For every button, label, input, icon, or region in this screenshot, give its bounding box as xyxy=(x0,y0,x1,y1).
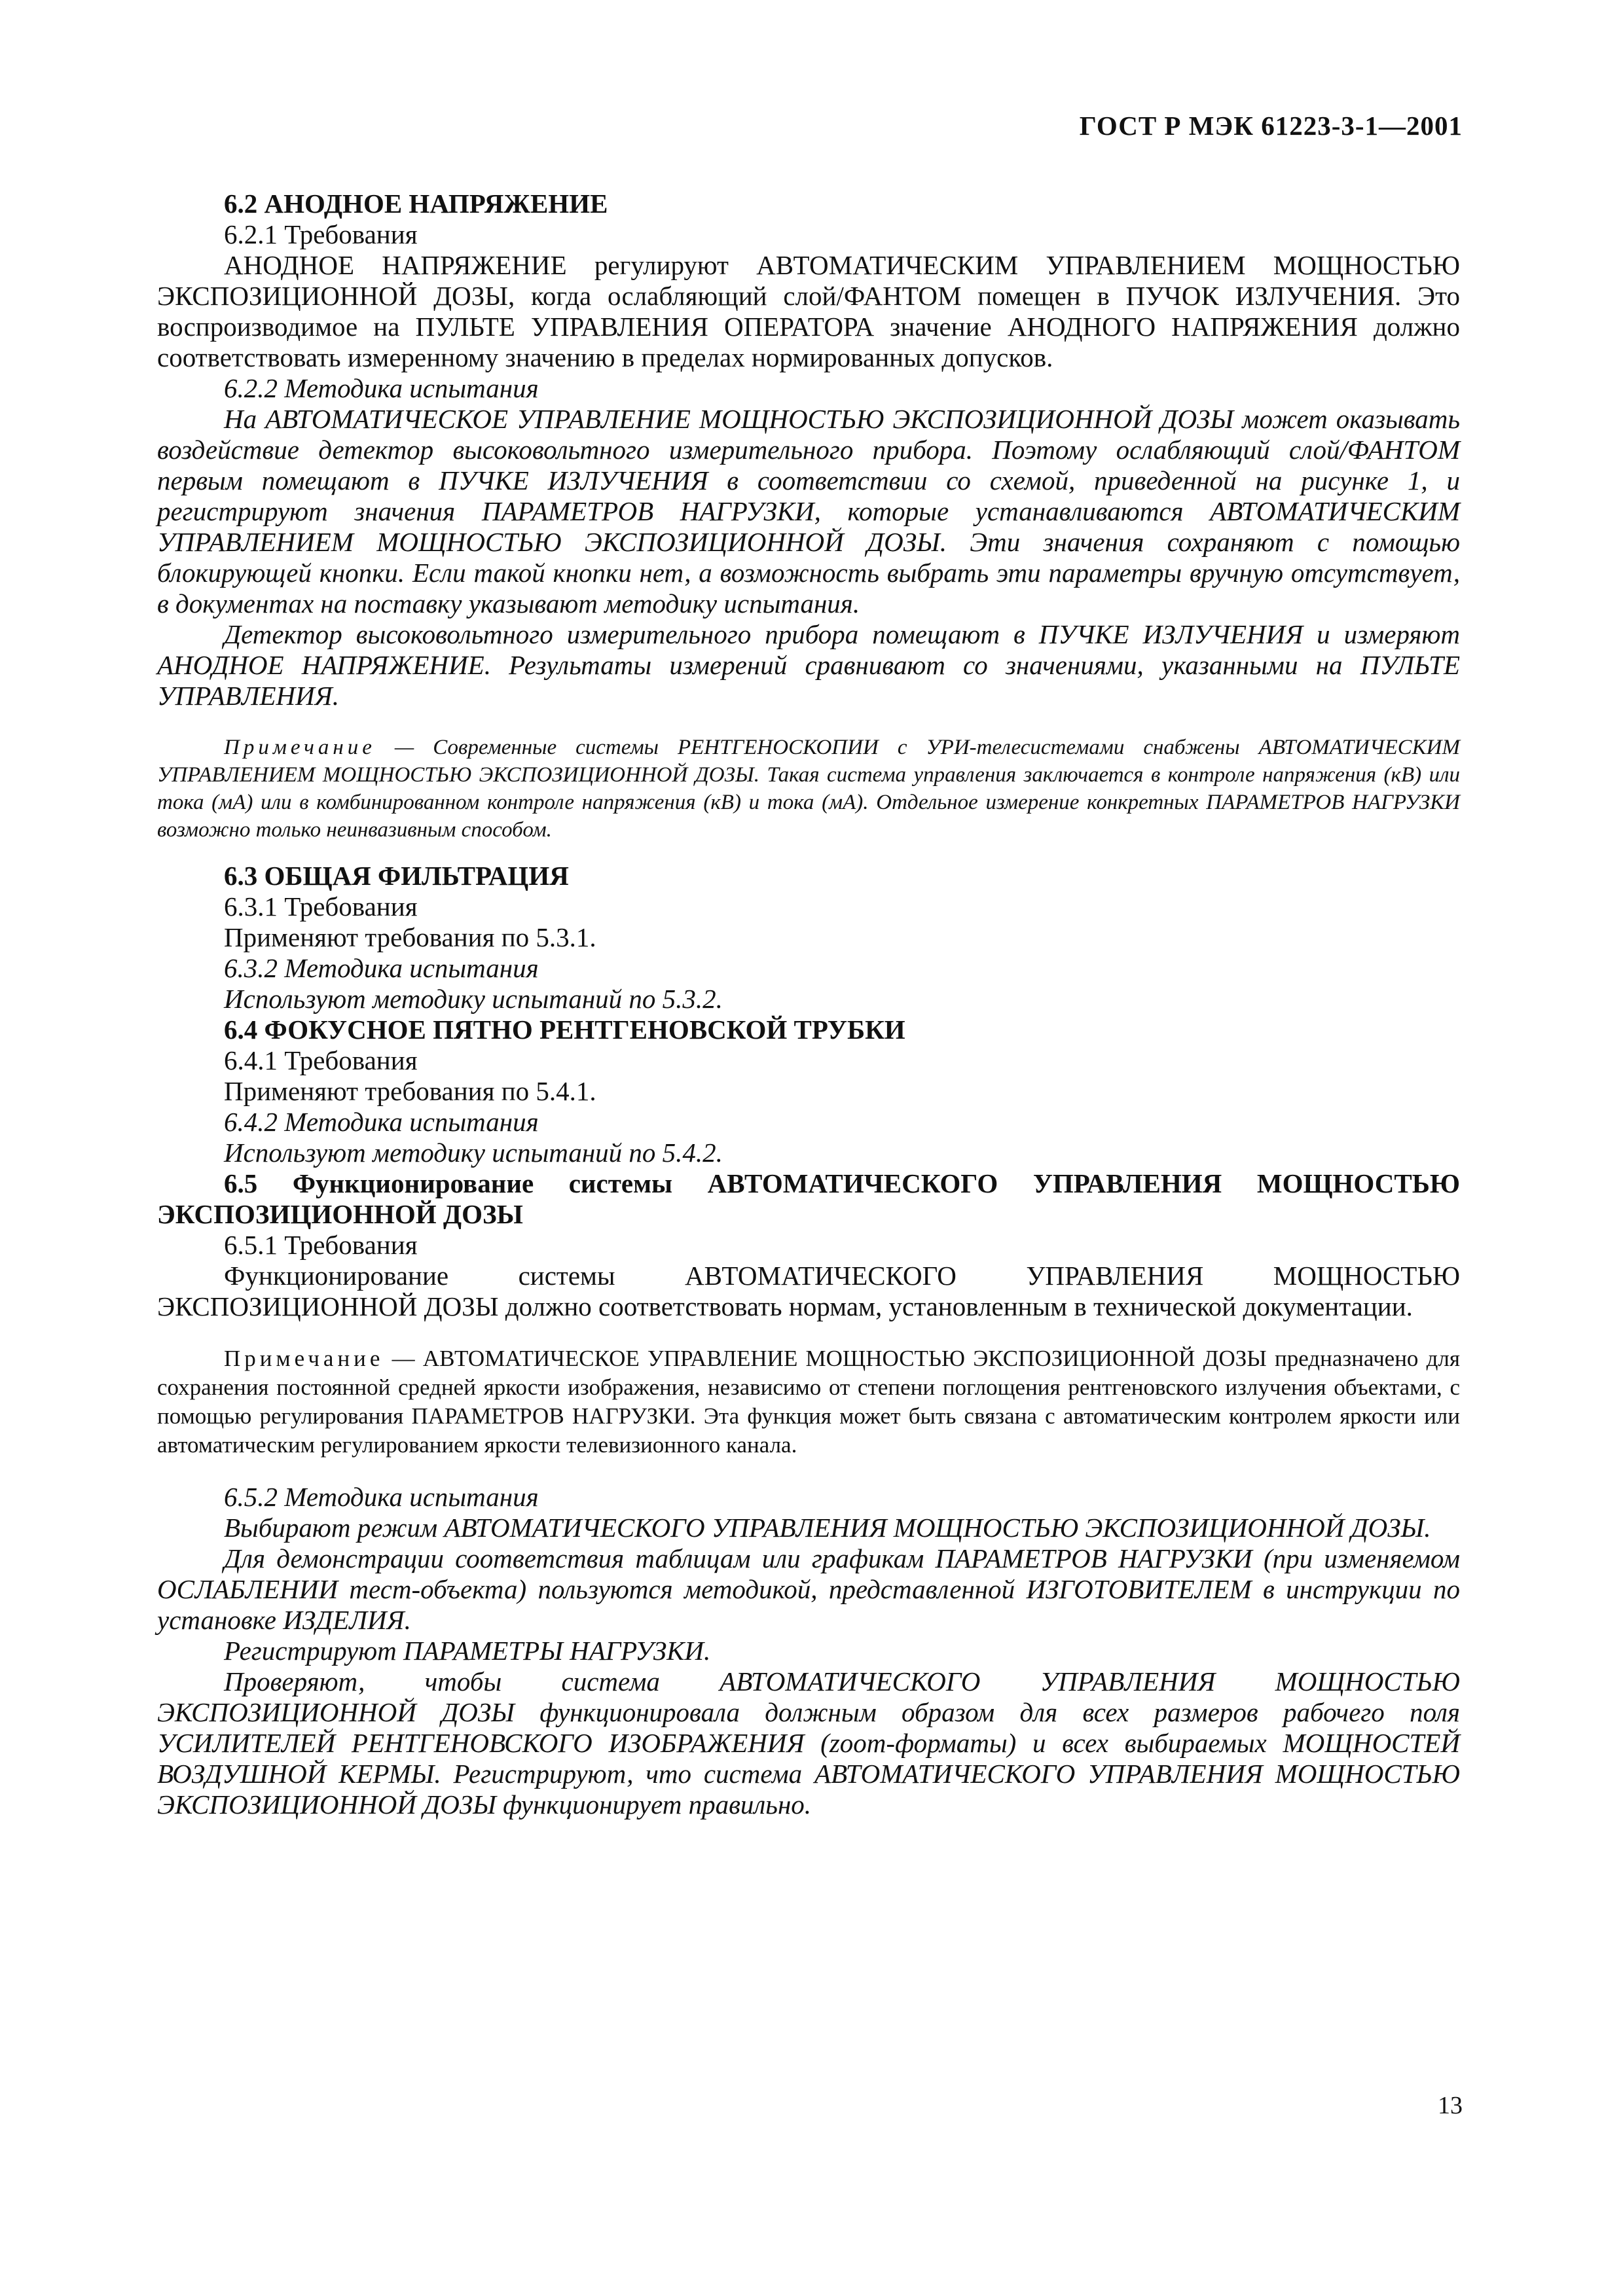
section-6-5-1-text: Функционирование системы АВТОМАТИЧЕСКОГО УПРАВЛЕНИЯ МОЩНОСТЬЮ ЭКСПОЗИЦИОННОЙ ДОЗЫ должно соответствовать нормам, установленным в технической документации. xyxy=(157,1261,1460,1321)
section-6-2-2-label: 6.2.2 Методика испытания xyxy=(224,373,539,403)
document-code: ГОСТ Р МЭК 61223-3-1—2001 xyxy=(1079,111,1463,141)
note-text: — Современные системы РЕНТГЕНОСКОПИИ с УРИ-телесистемами снабжены АВТОМАТИЧЕСКИМ УПРАВЛЕНИЕМ МОЩНОСТЬЮ ЭКСПОЗИЦИОННОЙ ДОЗЫ. Такая система управления заключается в контроле напряжения (кВ) или тока (мА) или в комбинированном контроле напряжения (кВ) и тока (мА). Отдельное измерение конкретных ПАРАМЕТРОВ НАГРУЗКИ возможно только неинвазивным способом. xyxy=(157,736,1460,842)
section-6-2-1-label: 6.2.1 Требования xyxy=(224,219,418,249)
section-6-2-note xyxy=(157,734,1460,844)
section-6-5-2-paragraph-2: Для демонстрации соответствия таблицам или графикам ПАРАМЕТРОВ НАГРУЗКИ (при изменяемом ОСЛАБЛЕНИИ тест-объекта) пользуются методикой, представленной ИЗГОТОВИТЕЛЕМ в инструкции по установке ИЗДЕЛИЯ. xyxy=(157,1543,1460,1635)
section-6-5-2-paragraph-3: Регистрируют ПАРАМЕТРЫ НАГРУЗКИ. xyxy=(224,1636,711,1666)
section-6-4-1-label: 6.4.1 Требования xyxy=(224,1045,418,1075)
section-6-5-2-label: 6.5.2 Методика испытания xyxy=(224,1482,539,1512)
note-label: Примечание xyxy=(224,736,376,759)
section-6-2-heading: 6.2 АНОДНОЕ НАПРЯЖЕНИЕ xyxy=(224,188,608,219)
section-6-5-heading: 6.5 Функционирование системы АВТОМАТИЧЕСКОГО УПРАВЛЕНИЯ МОЩНОСТЬЮ ЭКСПОЗИЦИОННОЙ ДОЗЫ xyxy=(157,1168,1460,1229)
section-6-4-2-label: 6.4.2 Методика испытания xyxy=(224,1107,539,1137)
section-6-5-2-paragraph-4: Проверяют, чтобы система АВТОМАТИЧЕСКОГО УПРАВЛЕНИЯ МОЩНОСТЬЮ ЭКСПОЗИЦИОННОЙ ДОЗЫ функционировала должным образом для всех размеров рабочего поля УСИЛИТЕЛЕЙ РЕНТГЕНОВСКОГО ИЗОБРАЖЕНИЯ (zoom-форматы) и всех выбираемых МОЩНОСТЕЙ ВОЗДУШНОЙ КЕРМЫ. Регистрируют, что система АВТОМАТИЧЕСКОГО УПРАВЛЕНИЯ МОЩНОСТЬЮ ЭКСПОЗИЦИОННОЙ ДОЗЫ функционирует правильно. xyxy=(157,1666,1460,1820)
note-text: — АВТОМАТИЧЕСКОЕ УПРАВЛЕНИЕ МОЩНОСТЬЮ ЭКСПОЗИЦИОННОЙ ДОЗЫ предназначено для сохранения постоянной средней яркости изображения, независимо от степени поглощения рентгеновского излучения объектами, с помощью регулирования ПАРАМЕТРОВ НАГРУЗКИ. Эта функция может быть связана с автоматическим контролем яркости или автоматическим регулированием яркости телевизионного канала. xyxy=(157,1346,1460,1458)
section-6-3-1-text: Применяют требования по 5.3.1. xyxy=(224,922,596,952)
section-6-5-1-label: 6.5.1 Требования xyxy=(224,1230,418,1260)
section-6-3-2-text: Используют методику испытаний по 5.3.2. xyxy=(224,984,723,1014)
section-6-3-1-label: 6.3.1 Требования xyxy=(224,891,418,922)
section-6-4-heading: 6.4 ФОКУСНОЕ ПЯТНО РЕНТГЕНОВСКОЙ ТРУБКИ xyxy=(224,1014,905,1045)
section-6-2-2-paragraph-1: На АВТОМАТИЧЕСКОЕ УПРАВЛЕНИЕ МОЩНОСТЬЮ ЭКСПОЗИЦИОННОЙ ДОЗЫ может оказывать воздействие детектор высоковольтного измерительного прибора. Поэтому ослабляющий слой/ФАНТОМ первым помещают в ПУЧКЕ ИЗЛУЧЕНИЯ в соответствии со схемой, приведенной на рисунке 1, и регистрируют значения ПАРАМЕТРОВ НАГРУЗКИ, которые устанавливаются АВТОМАТИЧЕСКИМ УПРАВЛЕНИЕМ МОЩНОСТЬЮ ЭКСПОЗИЦИОННОЙ ДОЗЫ. Эти значения сохраняют с помощью блокирующей кнопки. Если такой кнопки нет, а возможность выбрать эти параметры вручную отсутствует, в документах на поставку указывают методику испытания. xyxy=(157,404,1460,619)
page-content xyxy=(157,188,1460,1820)
section-6-2-1-text: АНОДНОЕ НАПРЯЖЕНИЕ регулируют АВТОМАТИЧЕСКИМ УПРАВЛЕНИЕМ МОЩНОСТЬЮ ЭКСПОЗИЦИОННОЙ ДОЗЫ, когда ослабляющий слой/ФАНТОМ помещен в ПУЧОК ИЗЛУЧЕНИЯ. Это воспроизводимое на ПУЛЬТЕ УПРАВЛЕНИЯ ОПЕРАТОРА значение АНОДНОГО НАПРЯЖЕНИЯ должно соответствовать измеренному значению в пределах нормированных допусков. xyxy=(157,250,1460,372)
section-6-4-2-text: Используют методику испытаний по 5.4.2. xyxy=(224,1138,723,1168)
page-number: 13 xyxy=(1438,2092,1463,2119)
section-6-3-2-label: 6.3.2 Методика испытания xyxy=(224,953,539,983)
section-6-2-2-paragraph-2: Детектор высоковольтного измерительного прибора помещают в ПУЧКЕ ИЗЛУЧЕНИЯ и измеряют АНОДНОЕ НАПРЯЖЕНИЕ. Результаты измерений сравнивают со значениями, указанными на ПУЛЬТЕ УПРАВЛЕНИЯ. xyxy=(157,619,1460,711)
section-6-5-note xyxy=(157,1344,1460,1460)
section-6-4-1-text: Применяют требования по 5.4.1. xyxy=(224,1076,596,1106)
note-label: Примечание xyxy=(224,1346,384,1371)
section-6-3-heading: 6.3 ОБЩАЯ ФИЛЬТРАЦИЯ xyxy=(224,861,569,891)
section-6-5-2-paragraph-1: Выбирают режим АВТОМАТИЧЕСКОГО УПРАВЛЕНИЯ МОЩНОСТЬЮ ЭКСПОЗИЦИОННОЙ ДОЗЫ. xyxy=(224,1513,1431,1543)
